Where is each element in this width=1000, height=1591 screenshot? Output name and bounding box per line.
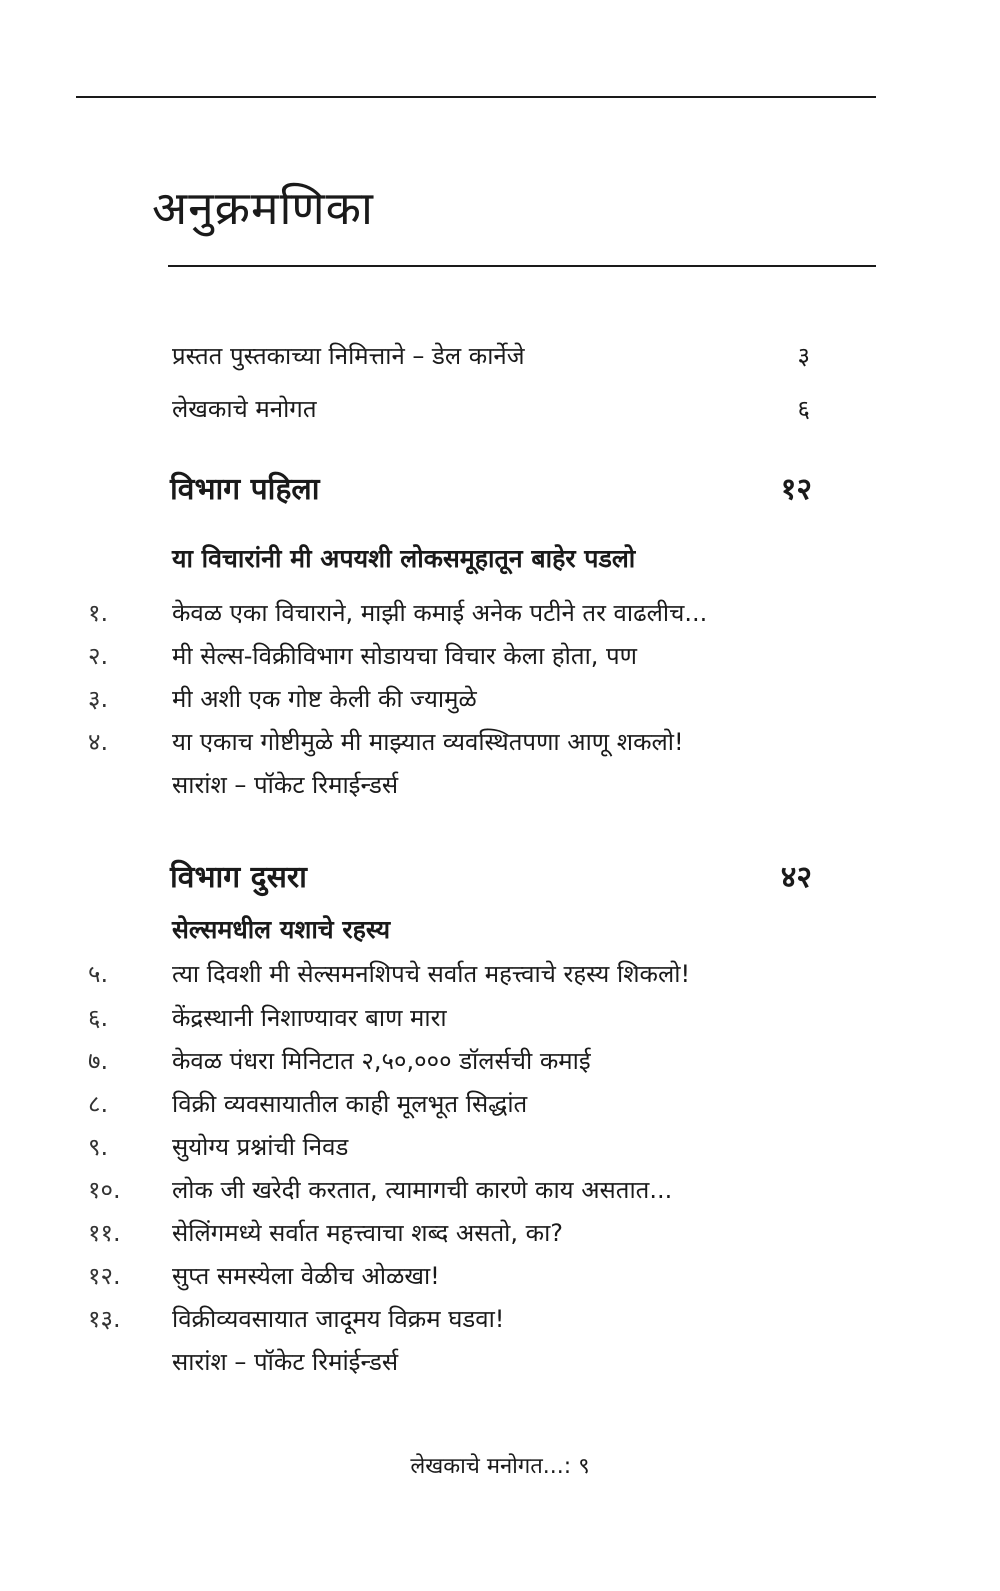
chapter-title: विक्रीव्यवसायात जादूमय विक्रम घडवा! [172, 1305, 505, 1333]
chapter-title: सुप्त समस्येला वेळीच ओळखा! [172, 1262, 440, 1290]
chapter-number: ९. [88, 1133, 109, 1161]
section-page: १२ [780, 472, 812, 507]
chapter-number: ६. [88, 1004, 109, 1032]
chapter-title: या एकाच गोष्टीमुळे मी माझ्यात व्यवस्थितपणा आणू शकलो! [172, 728, 684, 756]
chapter-title: केंद्रस्थानी निशाण्यावर बाण मारा [172, 1004, 447, 1032]
chapter-title: सुयोग्य प्रश्नांची निवड [172, 1133, 349, 1161]
toc-entry-text: प्रस्तत पुस्तकाच्या निमित्ताने – डेल कार्नेजे [172, 342, 525, 370]
chapter-title: केवळ पंधरा मिनिटात २,५०,००० डॉलर्सची कमाई [172, 1047, 591, 1075]
chapter-title: लोक जी खरेदी करतात, त्यामागची कारणे काय असतात... [172, 1176, 673, 1204]
chapter-title: सेलिंगमध्ये सर्वात महत्त्वाचा शब्द असतो, का? [172, 1219, 564, 1247]
title-rule [168, 265, 876, 267]
chapter-number: ७. [88, 1047, 109, 1075]
page-title: अनुक्रमणिका [152, 181, 374, 235]
toc-entry-text: लेखकाचे मनोगत [172, 395, 317, 423]
chapter-number: १०. [88, 1176, 121, 1204]
page-footer: लेखकाचे मनोगत...: ९ [410, 1454, 590, 1479]
chapter-number: १. [88, 599, 109, 627]
chapter-number: ८. [88, 1090, 109, 1118]
chapter-title: विक्री व्यवसायातील काही मूलभूत सिद्धांत [172, 1090, 528, 1118]
chapter-number: २. [88, 642, 109, 670]
toc-entry-page: ६ [797, 395, 810, 423]
toc-entry-page: ३ [797, 342, 810, 370]
summary-entry: सारांश – पॉकेट रिमांईन्डर्स [172, 1348, 399, 1376]
chapter-title: त्या दिवशी मी सेल्समनशिपचे सर्वात महत्त्वाचे रहस्य शिकलो! [172, 960, 691, 988]
section-title: विभाग पहिला [170, 472, 320, 507]
chapter-number: ३. [88, 685, 109, 713]
chapter-title: मी अशी एक गोष्ट केली की ज्यामुळे [172, 685, 477, 713]
chapter-title: केवळ एका विचाराने, माझी कमाई अनेक पटीने तर वाढलीच... [172, 599, 708, 627]
summary-entry: सारांश – पॉकेट रिमाईन्डर्स [172, 771, 399, 799]
chapter-number: ४. [88, 728, 109, 756]
section-page: ४२ [780, 860, 812, 895]
chapter-number: १२. [88, 1262, 121, 1290]
chapter-number: ५. [88, 960, 109, 988]
chapter-number: १३. [88, 1305, 121, 1333]
chapter-title: मी सेल्स-विक्रीविभाग सोडायचा विचार केला होता, पण [172, 642, 638, 670]
top-rule [76, 96, 876, 98]
section-title: विभाग दुसरा [170, 860, 307, 895]
chapter-number: ११. [88, 1219, 121, 1247]
